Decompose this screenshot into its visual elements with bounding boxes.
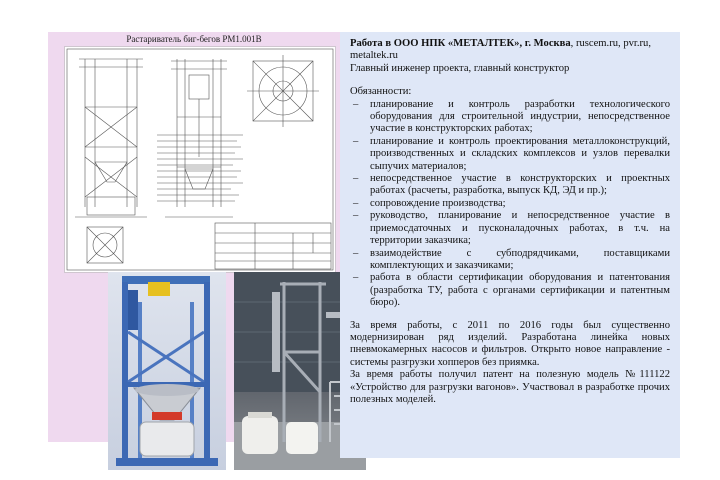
render-illustration — [108, 272, 226, 470]
illustrations-panel — [48, 32, 340, 442]
employer-sites: , ruscem.ru, pvr.ru, metaltek.ru — [350, 38, 651, 62]
duties-heading: Обязанности: — [350, 86, 412, 98]
duty-item: – работа в области сертификации оборудования и патентования (разработка ТУ, работа с органами сертификации и патентным бюро). — [350, 272, 670, 309]
employer-line — [350, 38, 670, 63]
duty-item: – планирование и контроль разработки технологического оборудования для строительной индустрии, непосредственное участие в конструкторских работах; — [350, 99, 670, 136]
resume-text-panel — [340, 32, 680, 458]
duty-item: – планирование и контроль проектирования металлоконструкций, производственных и складских комплексов и узлов перевалки сыпучих материалов; — [350, 136, 670, 173]
duty-item: – руководство, планирование и непосредственное участие в приемосдаточных и пусконаладочных работах, в т.ч. на территории заказчика; — [350, 210, 670, 247]
drawing-caption: Растариватель биг-бегов РМ1.001В — [126, 34, 262, 44]
patent-paragraph: За время работы получил патент на полезную модель №111122 «Устройство для разгрузки вагонов». Участвовал в разработке прочих полезных моделей. — [350, 369, 670, 405]
duty-item: – сопровождение производства; — [350, 198, 670, 210]
technical-drawing-sketch — [65, 47, 335, 272]
duty-item: – взаимодействие с субподрядчиками, поставщиками комплектующих и заказчиками; — [350, 248, 670, 273]
position-title: Главный инженер проекта, главный конструктор — [350, 62, 570, 74]
duties-list — [350, 99, 670, 310]
employer-name: Работа в ООО НПК «МЕТАЛТЕК», г. Москва — [350, 38, 571, 49]
duty-item: – непосредственное участие в конструкторских и проектных работах (расчеты, разработка, выпуск КД, ЭД и пр.); — [350, 173, 670, 198]
equipment-3d-render — [108, 272, 226, 470]
achievements-paragraph: За время работы, с 2011 по 2016 годы был существенно модернизирован ряд изделий. Разработана линейка новых пневмокамерных насосов и фильтров. Открыто новое направление - системы разгрузки хопперов без приямка. — [350, 319, 670, 368]
technical-drawing — [64, 46, 336, 273]
